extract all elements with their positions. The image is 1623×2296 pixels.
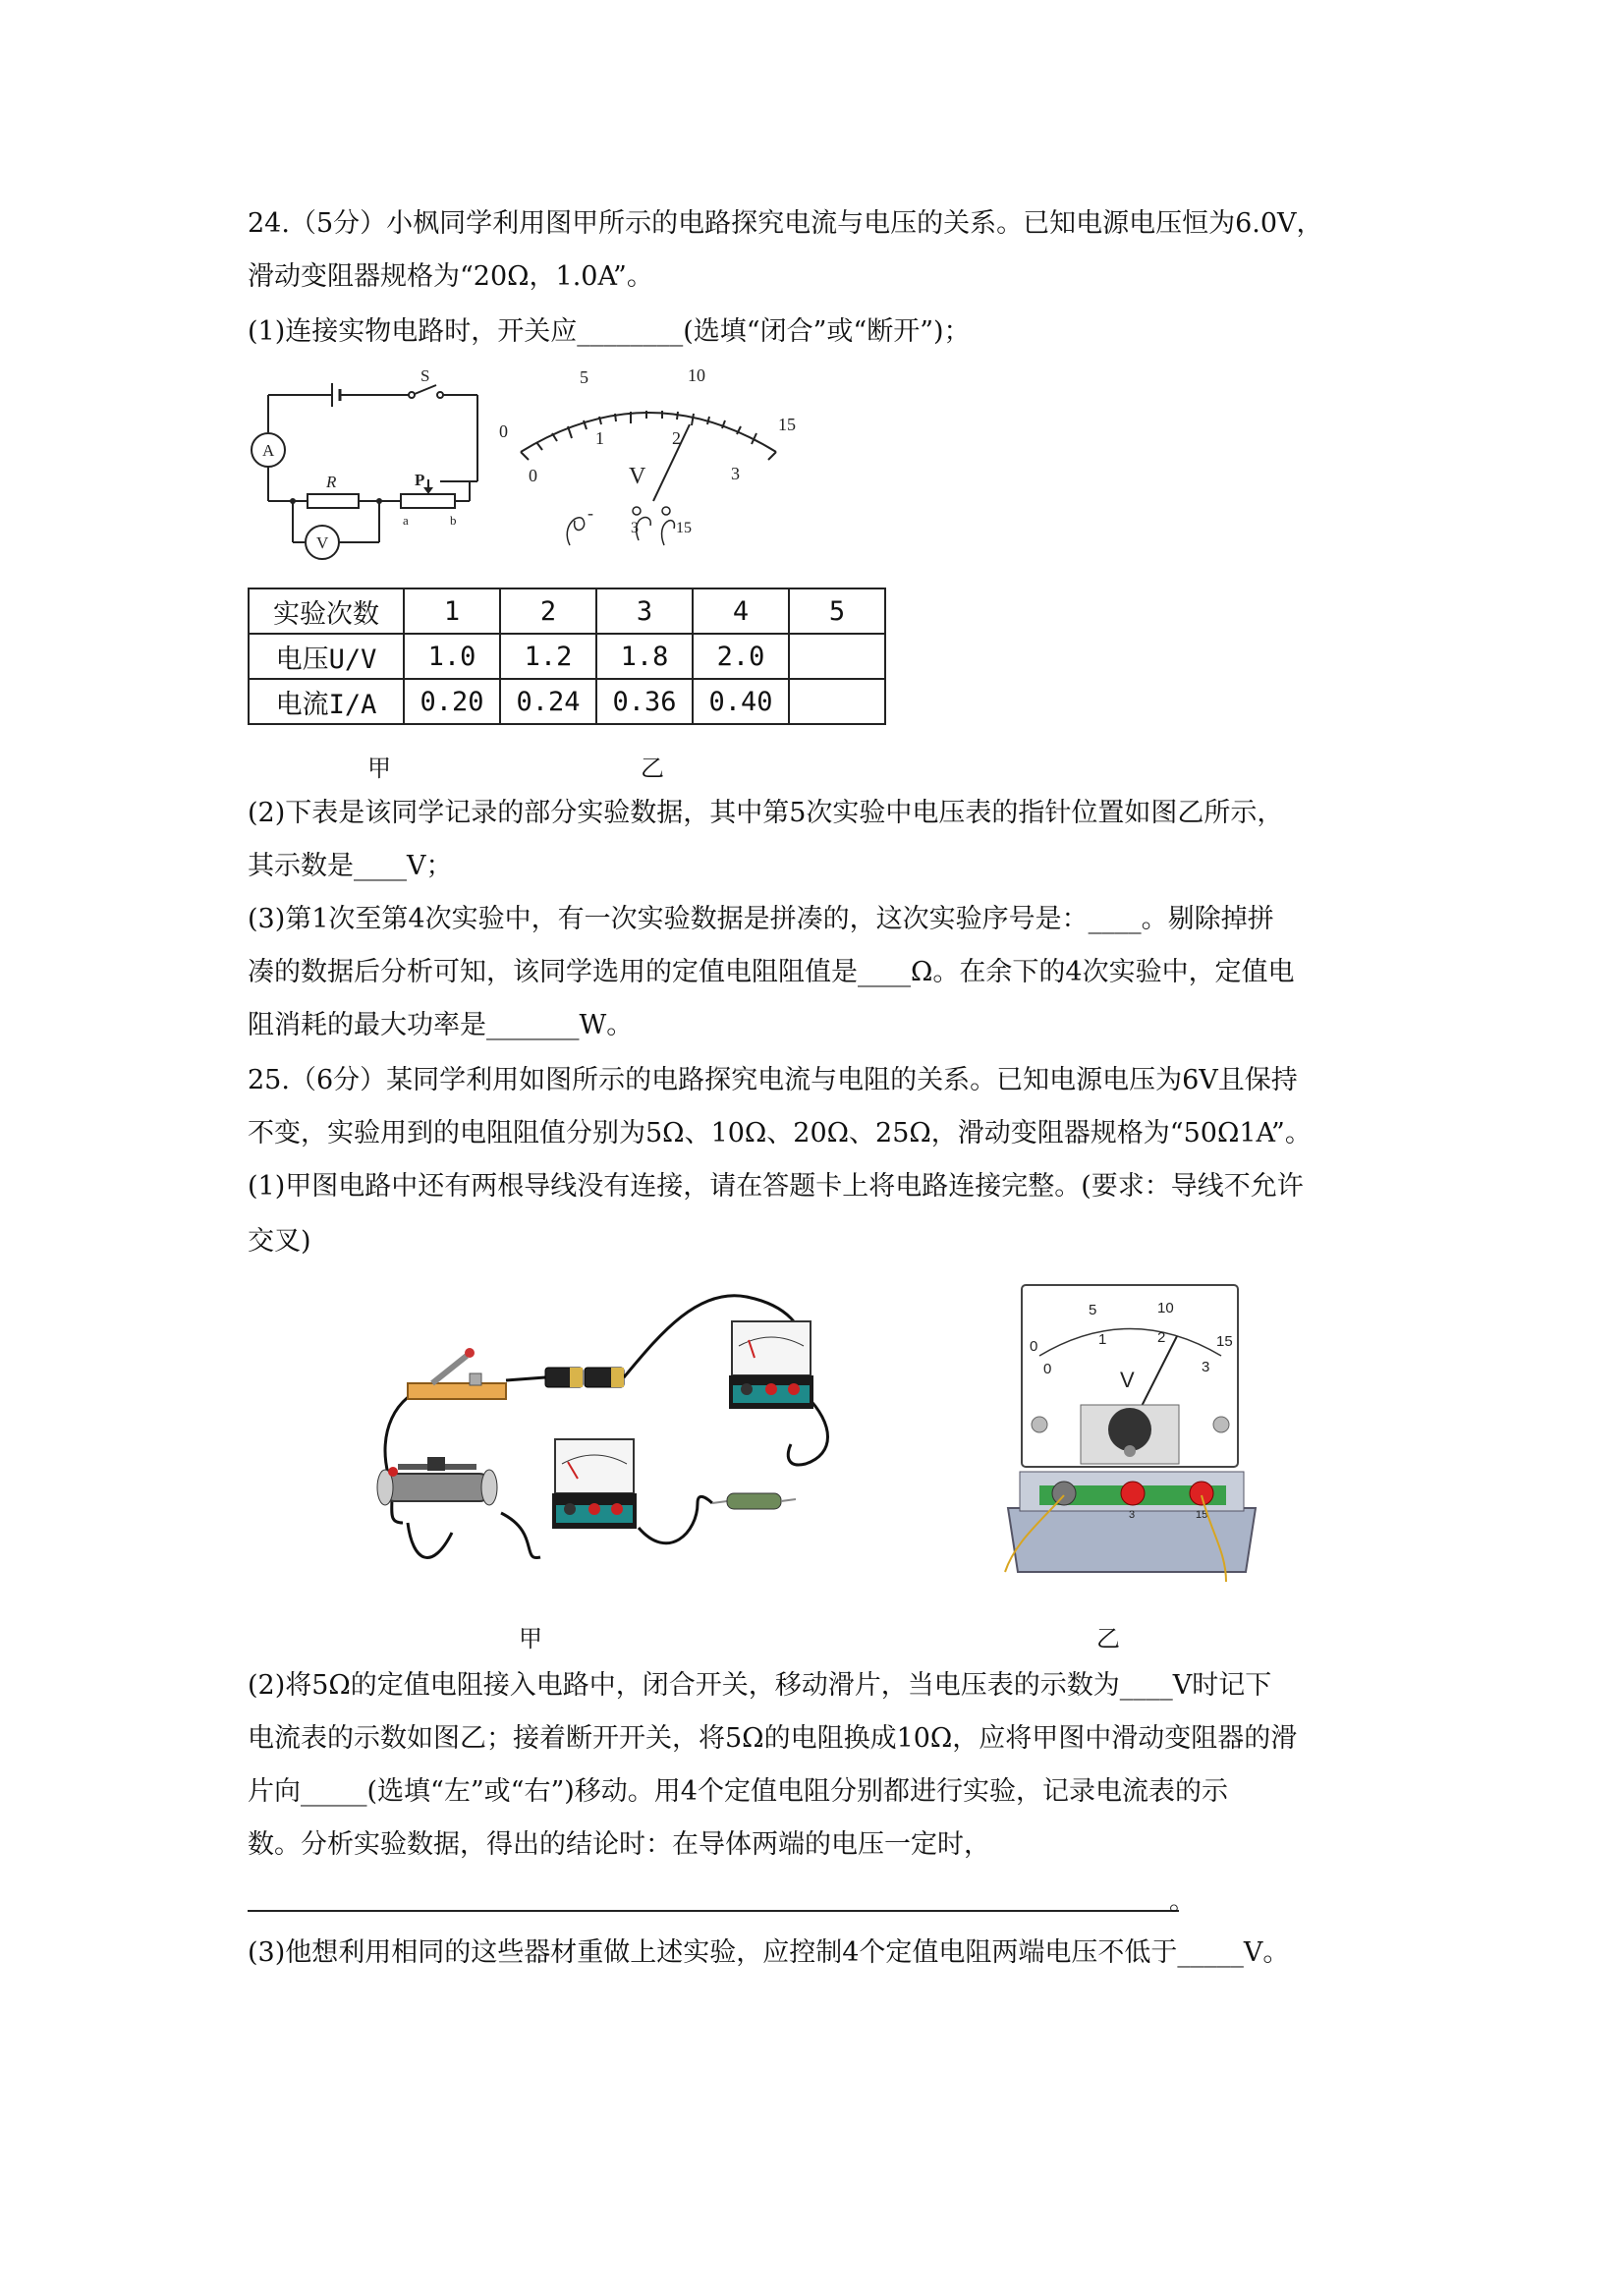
table-header-cell: 2 <box>500 588 596 634</box>
ammeter-label: A <box>262 441 275 460</box>
meter-bottom-3: 3 <box>1202 1359 1210 1375</box>
dial-bottom-0: 0 <box>529 466 537 485</box>
q25-part-2b: 电流表的示数如图乙；接着断开开关，将5Ω的电阻换成10Ω，应将甲图中滑动变阻器的滑 <box>248 1723 1298 1754</box>
dial-term-minus: - <box>588 503 593 523</box>
q24-part-1: (1)连接实物电路时，开关应________(选填“闭合”或“断开”)； <box>248 316 971 347</box>
q24-line-2: 滑动变阻器规格为“20Ω，1.0A”。 <box>248 261 653 292</box>
ammeter-device <box>729 1321 813 1409</box>
meter-hub <box>1108 1408 1151 1451</box>
meter-terminal-3-label: 3 <box>1129 1509 1136 1521</box>
q24-part-2b: 其示数是____V； <box>248 851 453 881</box>
table-cell: 1.0 <box>404 634 500 679</box>
meter-unit: V <box>1120 1368 1135 1392</box>
physical-circuit-jia <box>373 1277 865 1572</box>
q25-caption-yi: 乙 <box>1096 1625 1120 1652</box>
table-cell: 0.40 <box>693 679 789 724</box>
answer-blank-line <box>248 1910 1179 1912</box>
meter-bottom-1: 1 <box>1098 1331 1107 1348</box>
meter-top-0: 0 <box>1030 1338 1038 1355</box>
dial-bottom-2: 2 <box>672 428 681 448</box>
table-cell <box>789 634 885 679</box>
knife-switch <box>408 1348 506 1399</box>
voltmeter-dial-yi <box>481 354 815 560</box>
table-cell: 0.24 <box>500 679 596 724</box>
dial-top-5: 5 <box>580 367 588 387</box>
q25-part-2d: 数。分析实验数据，得出的结论时：在导体两端的电压一定时， <box>248 1829 990 1860</box>
dial-term-3: 3 <box>631 520 639 536</box>
table-cell <box>789 679 885 724</box>
q25-part-2c: 片向_____(选填“左”或“右”)移动。用4个定值电阻分别都进行实验，记录电流表的示 <box>248 1776 1228 1807</box>
fixed-resistor <box>712 1493 796 1509</box>
q25-line-2: 不变，实验用到的电阻阻值分别为5Ω、10Ω、20Ω、25Ω，滑动变阻器规格为“50Ω1A”。 <box>248 1118 1312 1148</box>
table-cell: 0.36 <box>596 679 693 724</box>
switch-label: S <box>420 366 430 385</box>
rheostat <box>401 494 455 508</box>
table-row-current <box>249 679 885 724</box>
dial-bottom-1: 1 <box>595 428 604 448</box>
battery-pack <box>545 1368 624 1387</box>
dial-term-15: 15 <box>676 520 692 536</box>
meter-top-5: 5 <box>1089 1302 1097 1318</box>
dial-top-0: 0 <box>499 421 508 441</box>
table-row-header <box>249 588 885 634</box>
meter-terminal-minus <box>1052 1482 1076 1505</box>
meter-terminal-15 <box>1190 1482 1213 1505</box>
q25-line-1: 25.（6分）某同学利用如图所示的电路探究电流与电阻的关系。已知电源电压为6V且保持 <box>248 1065 1298 1095</box>
terminal-b-label: b <box>450 513 457 528</box>
table-header-cell: 4 <box>693 588 789 634</box>
table-cell: 0.20 <box>404 679 500 724</box>
q24-part-2a: (2)下表是该同学记录的部分实验数据，其中第5次实验中电压表的指针位置如图乙所示， <box>248 798 1284 828</box>
voltmeter-device <box>552 1439 637 1529</box>
circuit-diagram-jia <box>244 364 499 570</box>
table-header-cell: 5 <box>789 588 885 634</box>
q25-part-3: (3)他想利用相同的这些器材重做上述实验，应控制4个定值电阻两端电压不低于_____V。 <box>248 1937 1290 1968</box>
q24-line-1: 24.（5分）小枫同学利用图甲所示的电路探究电流与电压的关系。已知电源电压恒为6.0V， <box>248 208 1323 239</box>
table-row-voltage <box>249 634 885 679</box>
resistor-r <box>308 494 359 508</box>
table-header-cell: 实验次数 <box>249 588 404 634</box>
table-cell: 1.8 <box>596 634 693 679</box>
table-cell: 2.0 <box>693 634 789 679</box>
meter-bottom-2: 2 <box>1157 1329 1166 1346</box>
table-cell: 电流I/A <box>249 679 404 724</box>
table-header-cell: 1 <box>404 588 500 634</box>
sliding-rheostat <box>377 1457 497 1505</box>
q25-caption-jia: 甲 <box>519 1625 542 1652</box>
q25-part-2e: 。 <box>1169 1886 1196 1917</box>
q24-caption-jia: 甲 <box>367 755 391 782</box>
table-cell: 电压U/V <box>249 634 404 679</box>
meter-terminal-15-label: 15 <box>1196 1509 1208 1521</box>
q24-part-3b: 凑的数据后分析可知，该同学选用的定值电阻阻值是____Ω。在余下的4次实验中，定值电 <box>248 957 1295 987</box>
dial-terminals <box>567 507 674 545</box>
voltmeter-label: V <box>316 533 329 552</box>
meter-bottom-0: 0 <box>1043 1361 1052 1377</box>
q25-part-2a: (2)将5Ω的定值电阻接入电路中，闭合开关，移动滑片，当电压表的示数为____V时记下 <box>248 1670 1272 1701</box>
q25-part-1a: (1)甲图电路中还有两根导线没有连接，请在答题卡上将电路连接完整。(要求：导线不允许 <box>248 1171 1304 1202</box>
meter-top-15: 15 <box>1216 1333 1233 1350</box>
dial-top-15: 15 <box>778 415 796 434</box>
q24-part-3c: 阻消耗的最大功率是_______W。 <box>248 1010 634 1040</box>
meter-terminal-3 <box>1121 1482 1145 1505</box>
terminal-a-label: a <box>403 513 409 528</box>
slider-label: P <box>415 471 425 489</box>
dial-unit: V <box>629 464 646 489</box>
voltmeter-device-yi <box>1000 1277 1265 1601</box>
resistor-label: R <box>326 473 337 491</box>
dial-ticks <box>521 411 776 460</box>
table-header-cell: 3 <box>596 588 693 634</box>
switch-blade <box>415 385 436 394</box>
data-table <box>248 588 886 725</box>
q24-caption-yi: 乙 <box>641 755 664 782</box>
dial-top-10: 10 <box>688 365 705 385</box>
dial-bottom-3: 3 <box>731 464 740 483</box>
q24-part-3a: (3)第1次至第4次实验中，有一次实验数据是拼凑的，这次实验序号是：____。剔除掉拼 <box>248 904 1274 934</box>
meter-top-10: 10 <box>1157 1300 1174 1316</box>
q25-part-1b: 交叉) <box>248 1226 311 1257</box>
table-cell: 1.2 <box>500 634 596 679</box>
